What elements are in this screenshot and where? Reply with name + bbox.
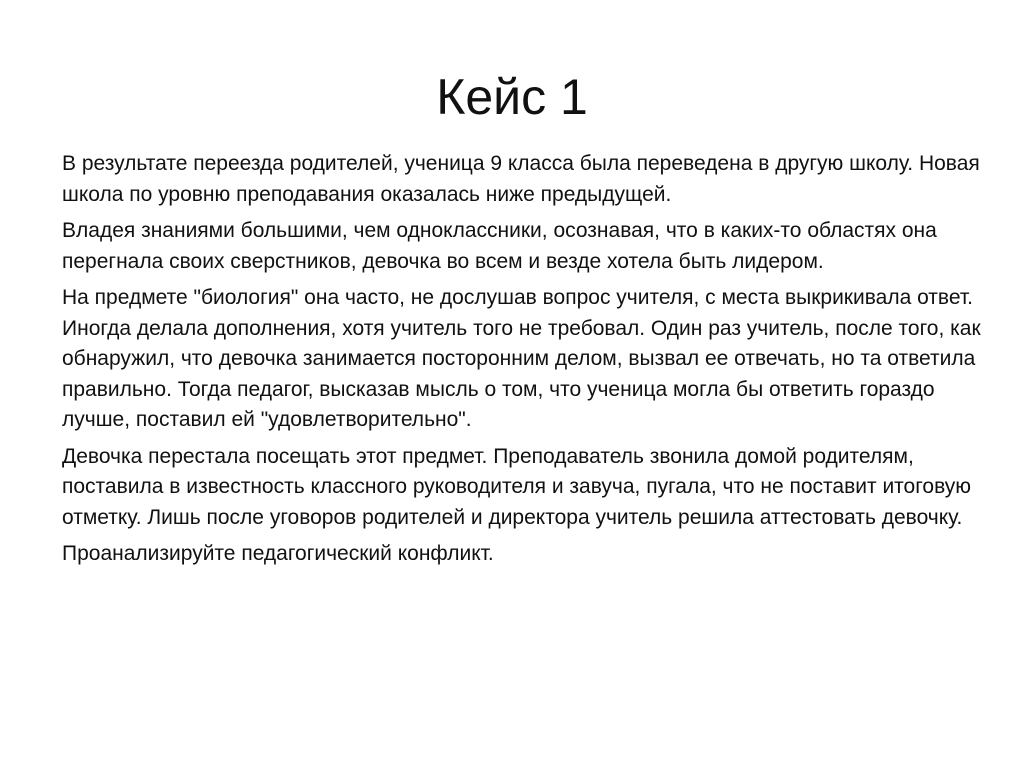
paragraph-1: В результате переезда родителей, ученица 9 класса была переведена в другую школу. Новая школа по уровню преподавания оказалась ниже предыдущей.: [62, 152, 980, 206]
slide-title: Кейс 1: [436, 69, 588, 125]
paragraph-4: Девочка перестала посещать этот предмет. Преподаватель звонила домой родителям, поставила в известность классного руководителя и завуча, пугала, что не поставит итоговую отметку. Лишь после уговоров родителей и директора учитель решила аттестовать девочку.: [62, 444, 972, 529]
slide-body: [62, 149, 982, 576]
paragraph-2: Владея знаниями большими, чем одноклассники, осознавая, что в каких-то областях она перегнала своих сверстников, девочка во всем и везде хотела быть лидером.: [62, 219, 937, 273]
paragraph-3: На предмете "биология" она часто, не дослушав вопрос учителя, с места выкрикивала ответ. Иногда делала дополнения, хотя учитель того не требовал. Один раз учитель, после того, как обнаружил, что девочка занимается посторонним делом, вызвал ее отвечать, но та ответила правильно. Тогда педагог, высказав мысль о том, что ученица могла бы ответить гораздо лучше, поставил ей "удовлетворительно".: [62, 286, 981, 431]
paragraph-5: Проанализируйте педагогический конфликт.: [62, 542, 494, 565]
